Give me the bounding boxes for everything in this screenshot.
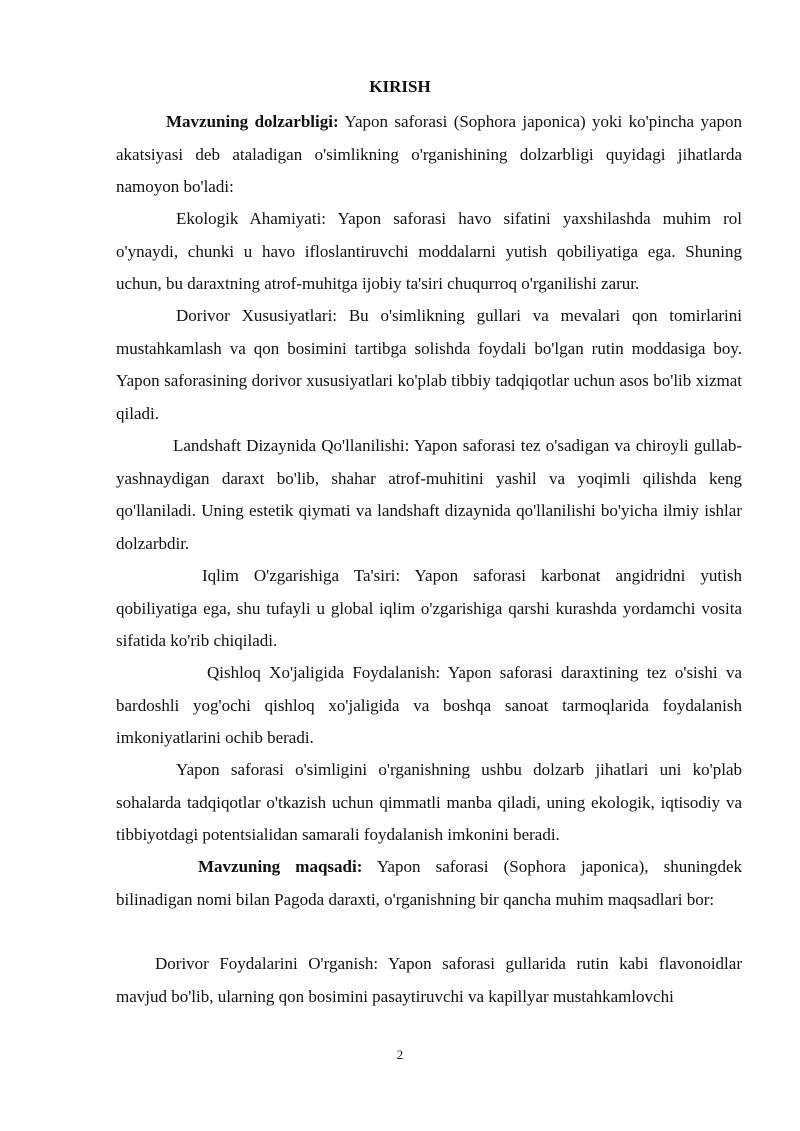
paragraph-goal [116, 851, 742, 916]
paragraph-text: Dorivor Foydalarini O'rganish: Yapon saforasi gullarida rutin kabi flavonoidlar mavjud bo'lib, ularning qon bosimini pasaytiruvchi va kapillyar mustahkamlovchi [116, 954, 742, 1006]
paragraph-text: Dorivor Xususiyatlari: Bu o'simlikning gullari va mevalari qon tomirlarini mustahkamlash va qon bosimini tartibga solishda foydali bo'lgan rutin moddasiga boy. Yapon saforasining dorivor xususiyatlari ko'plab tibbiy tadqiqotlar uchun asos bo'lib xizmat qiladi. [116, 306, 742, 423]
paragraph-relevance [116, 106, 742, 204]
paragraph-text: Qishloq Xo'jaligida Foydalanish: Yapon saforasi daraxtining tez o'sishi va bardoshli yog'ochi qishloq xo'jaligida va boshqa sanoat tarmoqlarida foydalanish imkoniyatlarini ochib beradi. [116, 663, 742, 747]
paragraph-lead: Mavzuning maqsadi: [198, 857, 363, 876]
paragraph-text: Iqlim O'zgarishiga Ta'siri: Yapon saforasi karbonat angidridni yutish qobiliyatiga ega, shu tufayli u global iqlim o'zgarishiga qarshi kurashda yordamchi vosita sifatida ko'rib chiqiladi. [116, 566, 742, 650]
paragraph-text: Yapon saforasi o'simligini o'rganishning ushbu dolzarb jihatlari uni ko'plab sohalarda tadqiqotlar o'tkazish uchun qimmatli manba qiladi, uning ekologik, iqtisodiy va tibbiyotdagi potentsialidan samarali foydalanish imkonini beradi. [116, 760, 742, 844]
paragraph-landscape [116, 430, 742, 560]
paragraph-lead: Mavzuning dolzarbligi: [166, 112, 339, 131]
paragraph-text: Yapon saforasi (Sophora japonica), shuningdek bilinadigan nomi bilan Pagoda daraxti, o'rganishning bir qancha muhim maqsadlari bor: [116, 857, 743, 909]
page-number: 2 [396, 1047, 404, 1062]
paragraph-text: Yapon saforasi (Sophora japonica) yoki ko'pincha yapon akatsiyasi deb ataladigan o'simlikning o'rganishining dolzarbligi quyidagi jihatlarda namoyon bo'ladi: [116, 112, 742, 196]
paragraph-text: Ekologik Ahamiyati: Yapon saforasi havo sifatini yaxshilashda muhim rol o'ynaydi, chunki u havo ifloslantiruvchi moddalarni yutish qobiliyatiga ega. Shuning uchun, bu daraxtning atrof-muhitga ijobiy ta'siri chuqurroq o'rganilishi zarur. [116, 209, 742, 293]
paragraph-text: Landshaft Dizaynida Qo'llanilishi: Yapon saforasi tez o'sadigan va chiroyli gullab-yashnaydigan daraxt bo'lib, shahar atrof-muhitini yashil va yoqimli qilishda keng qo'llaniladi. Uning estetik qiymati va landshaft dizaynida qo'llanilishi bo'yicha ilmiy ishlar dolzarbdir. [116, 436, 742, 553]
paragraph-summary [116, 754, 742, 852]
paragraph-medicinal [116, 300, 742, 430]
paragraph-ecological [116, 203, 742, 301]
page-title: KIRISH [369, 77, 431, 96]
paragraph-climate [116, 560, 742, 658]
paragraph-agriculture [116, 657, 742, 755]
paragraph-medicinal-benefits [116, 948, 742, 1013]
